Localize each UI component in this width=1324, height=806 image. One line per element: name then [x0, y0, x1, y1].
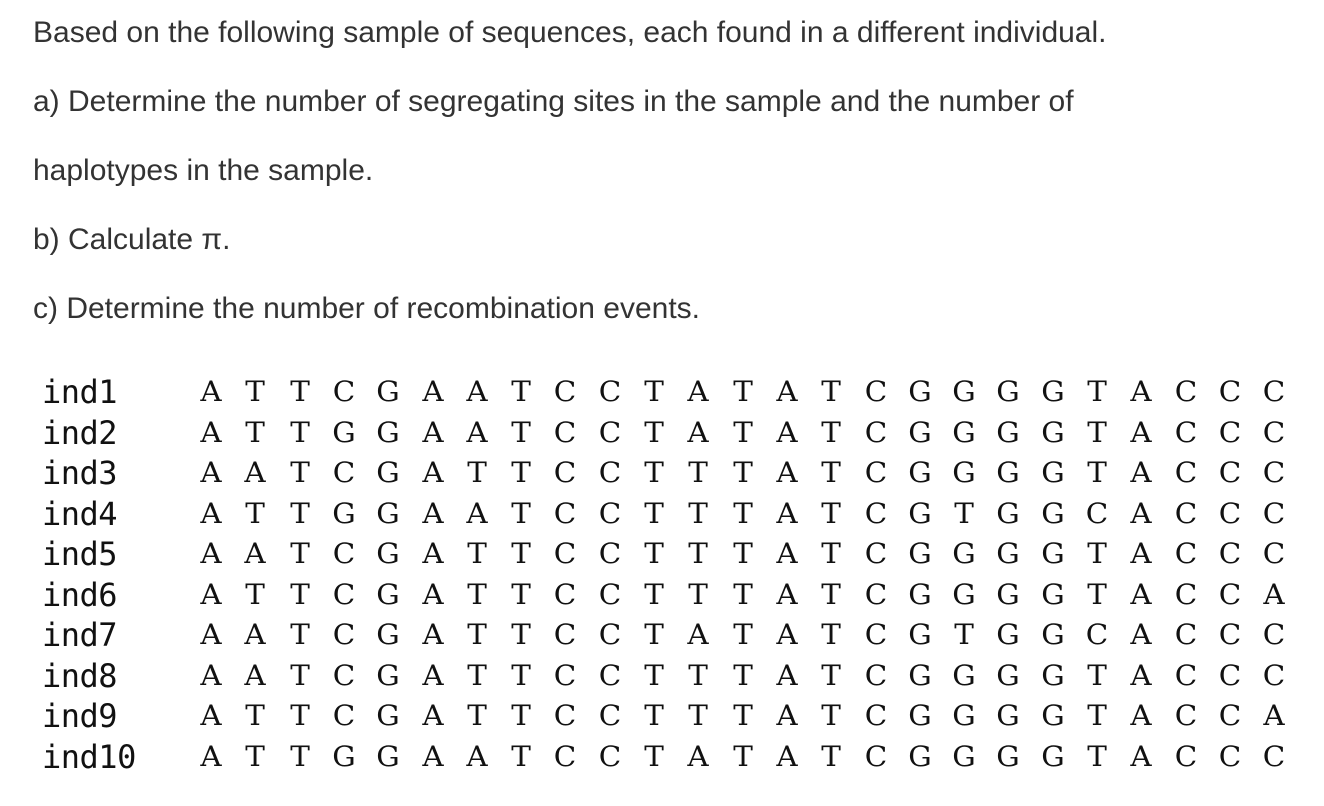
- nucleotide: A: [1130, 577, 1152, 611]
- nucleotide: C: [554, 375, 577, 408]
- nucleotide: G: [996, 496, 1021, 530]
- nucleotide: A: [776, 577, 798, 611]
- nucleotide: T: [289, 415, 310, 449]
- nucleotide: A: [776, 658, 798, 692]
- nucleotide: C: [598, 739, 621, 773]
- nucleotide: G: [952, 537, 976, 570]
- nucleotide: C: [1218, 699, 1242, 732]
- nucleotide: G: [996, 537, 1021, 570]
- nucleotide: G: [908, 456, 932, 489]
- nucleotide: C: [1218, 375, 1242, 408]
- nucleotide: C: [554, 699, 577, 732]
- nucleotide: A: [776, 699, 798, 732]
- nucleotide: T: [1087, 415, 1107, 449]
- nucleotide: C: [864, 537, 887, 570]
- nucleotide: G: [1040, 577, 1065, 611]
- nucleotide: C: [864, 699, 887, 732]
- nucleotide: T: [289, 577, 310, 611]
- nucleotide: A: [1130, 456, 1152, 489]
- nucleotide: A: [776, 496, 798, 530]
- nucleotide: A: [421, 618, 444, 651]
- individual-label: ind7: [42, 616, 118, 654]
- nucleotide: T: [245, 375, 266, 408]
- part-a-line-2: haplotypes in the sample.: [33, 154, 374, 187]
- nucleotide: G: [952, 739, 976, 773]
- nucleotide: C: [864, 739, 887, 773]
- nucleotide: A: [1263, 699, 1285, 732]
- nucleotide: T: [289, 658, 310, 692]
- nucleotide: T: [511, 537, 531, 570]
- nucleotide: C: [332, 618, 356, 651]
- nucleotide: T: [732, 415, 753, 449]
- nucleotide: G: [996, 415, 1021, 449]
- nucleotide: G: [1040, 699, 1065, 732]
- nucleotide: T: [511, 456, 531, 489]
- nucleotide: G: [332, 415, 356, 449]
- nucleotide: C: [332, 577, 356, 611]
- nucleotide: C: [554, 537, 577, 570]
- nucleotide: A: [466, 415, 488, 449]
- nucleotide: C: [1218, 537, 1242, 570]
- nucleotide: T: [289, 375, 310, 408]
- nucleotide: C: [1262, 739, 1286, 773]
- nucleotide: T: [821, 375, 841, 408]
- nucleotide: T: [644, 577, 664, 611]
- nucleotide: T: [644, 658, 664, 692]
- nucleotide: T: [688, 496, 709, 530]
- nucleotide: A: [776, 739, 798, 773]
- nucleotide: T: [289, 456, 310, 489]
- nucleotide: C: [1218, 456, 1242, 489]
- nucleotide: G: [1040, 739, 1065, 773]
- nucleotide: C: [1174, 739, 1197, 773]
- nucleotide: G: [376, 699, 400, 732]
- nucleotide: C: [1174, 577, 1197, 611]
- nucleotide: C: [332, 375, 356, 408]
- nucleotide: C: [864, 496, 887, 530]
- nucleotide: C: [598, 618, 621, 651]
- nucleotide: A: [421, 456, 444, 489]
- nucleotide: T: [466, 618, 487, 651]
- nucleotide: T: [732, 699, 753, 732]
- nucleotide: T: [732, 577, 753, 611]
- nucleotide: G: [908, 537, 932, 570]
- nucleotide: C: [554, 415, 577, 449]
- nucleotide: G: [996, 577, 1021, 611]
- nucleotide: T: [644, 375, 664, 408]
- part-b: b) Calculate π.: [33, 223, 231, 256]
- nucleotide: A: [1130, 496, 1152, 530]
- nucleotide: C: [554, 658, 577, 692]
- nucleotide: A: [1130, 618, 1152, 651]
- nucleotide: T: [1087, 537, 1107, 570]
- nucleotide: T: [466, 699, 487, 732]
- nucleotide: A: [1130, 537, 1152, 570]
- nucleotide: T: [1087, 375, 1107, 408]
- individual-label: ind3: [42, 454, 118, 492]
- nucleotide: T: [954, 618, 974, 651]
- nucleotide: T: [644, 496, 664, 530]
- nucleotide: G: [332, 496, 356, 530]
- nucleotide: C: [598, 415, 621, 449]
- nucleotide: G: [996, 618, 1021, 651]
- nucleotide: A: [466, 496, 488, 530]
- nucleotide: T: [644, 456, 664, 489]
- individual-label: ind10: [42, 737, 136, 776]
- nucleotide: G: [376, 537, 400, 570]
- nucleotide: T: [511, 375, 531, 408]
- nucleotide: T: [511, 699, 531, 732]
- nucleotide: T: [954, 496, 974, 530]
- nucleotide: T: [732, 456, 753, 489]
- nucleotide: C: [1174, 658, 1197, 692]
- nucleotide: T: [245, 496, 266, 530]
- nucleotide: G: [376, 577, 400, 611]
- nucleotide: A: [200, 375, 222, 408]
- nucleotide: A: [687, 415, 709, 449]
- nucleotide: A: [200, 415, 222, 449]
- nucleotide: G: [1040, 415, 1065, 449]
- nucleotide: T: [644, 739, 664, 773]
- nucleotide: A: [421, 537, 444, 570]
- nucleotide: T: [644, 618, 664, 651]
- nucleotide: C: [1174, 699, 1197, 732]
- nucleotide: C: [598, 699, 621, 732]
- nucleotide: A: [1130, 658, 1152, 692]
- nucleotide: T: [245, 415, 266, 449]
- individual-label: ind4: [42, 494, 118, 533]
- nucleotide: T: [466, 537, 487, 570]
- nucleotide: A: [687, 375, 709, 408]
- nucleotide: T: [732, 496, 753, 530]
- nucleotide: C: [1218, 415, 1242, 449]
- nucleotide: T: [644, 537, 664, 570]
- nucleotide: C: [1174, 618, 1197, 651]
- nucleotide: T: [821, 577, 841, 611]
- nucleotide: A: [687, 618, 709, 651]
- nucleotide: G: [1040, 537, 1065, 570]
- nucleotide: G: [952, 415, 976, 449]
- nucleotide: C: [864, 658, 887, 692]
- nucleotide: T: [511, 577, 531, 611]
- question-intro: Based on the following sample of sequences, each found in a different individual.: [33, 16, 1107, 49]
- individual-label: ind6: [42, 575, 118, 614]
- nucleotide: C: [1218, 618, 1242, 651]
- nucleotide: T: [1087, 577, 1107, 611]
- nucleotide: A: [776, 456, 798, 489]
- nucleotide: A: [200, 577, 222, 611]
- nucleotide: A: [200, 739, 222, 773]
- nucleotide: C: [554, 456, 577, 489]
- nucleotide: T: [511, 658, 531, 692]
- nucleotide: C: [554, 496, 577, 530]
- nucleotide: C: [1174, 537, 1197, 570]
- nucleotide: A: [421, 496, 444, 530]
- nucleotide: C: [554, 577, 577, 611]
- nucleotide: A: [421, 739, 444, 773]
- nucleotide: G: [908, 375, 932, 408]
- nucleotide: C: [1262, 415, 1286, 449]
- nucleotide: G: [908, 739, 932, 773]
- nucleotide: C: [1085, 618, 1109, 651]
- nucleotide: G: [952, 577, 976, 611]
- individual-label: ind5: [42, 535, 118, 573]
- nucleotide: C: [1262, 658, 1286, 692]
- nucleotide: A: [776, 415, 798, 449]
- nucleotide: A: [244, 618, 266, 651]
- nucleotide: G: [996, 456, 1021, 489]
- nucleotide: C: [1085, 496, 1109, 530]
- nucleotide: T: [688, 537, 709, 570]
- nucleotide: T: [1087, 699, 1107, 732]
- nucleotide: T: [688, 577, 709, 611]
- nucleotide: T: [821, 739, 841, 773]
- nucleotide: T: [821, 537, 841, 570]
- nucleotide: T: [821, 618, 841, 651]
- nucleotide: A: [466, 739, 488, 773]
- nucleotide: T: [466, 456, 487, 489]
- nucleotide: C: [864, 375, 887, 408]
- individual-label: ind2: [42, 413, 118, 452]
- nucleotide: A: [466, 375, 488, 408]
- nucleotide: G: [1040, 496, 1065, 530]
- nucleotide: G: [376, 456, 400, 489]
- nucleotide: C: [1262, 618, 1286, 651]
- nucleotide: A: [1263, 577, 1285, 611]
- nucleotide: T: [732, 375, 753, 408]
- nucleotide: C: [1262, 537, 1286, 570]
- part-a-line-1: a) Determine the number of segregating sites in the sample and the number of: [33, 85, 1074, 118]
- individual-label: ind1: [42, 373, 118, 411]
- nucleotide: G: [376, 739, 400, 773]
- nucleotide: T: [289, 618, 310, 651]
- nucleotide: C: [1218, 658, 1242, 692]
- nucleotide: T: [245, 577, 266, 611]
- nucleotide: C: [598, 496, 621, 530]
- nucleotide: G: [908, 618, 932, 651]
- nucleotide: C: [332, 658, 356, 692]
- nucleotide: G: [332, 739, 356, 773]
- nucleotide: G: [908, 577, 932, 611]
- nucleotide: C: [864, 577, 887, 611]
- nucleotide: C: [1174, 375, 1197, 408]
- nucleotide: T: [644, 699, 664, 732]
- nucleotide: A: [200, 658, 222, 692]
- nucleotide: T: [245, 699, 266, 732]
- nucleotide: G: [952, 658, 976, 692]
- nucleotide: G: [908, 496, 932, 530]
- nucleotide: G: [908, 699, 932, 732]
- nucleotide: T: [466, 658, 487, 692]
- nucleotide: G: [908, 658, 932, 692]
- nucleotide: C: [864, 618, 887, 651]
- nucleotide: T: [821, 496, 841, 530]
- nucleotide: T: [289, 496, 310, 530]
- nucleotide: G: [908, 415, 932, 449]
- nucleotide: A: [244, 456, 266, 489]
- individual-label: ind8: [42, 656, 118, 695]
- nucleotide: C: [1218, 496, 1242, 530]
- part-c: c) Determine the number of recombination events.: [33, 292, 700, 325]
- nucleotide: G: [952, 456, 976, 489]
- nucleotide: C: [864, 456, 887, 489]
- nucleotide: T: [466, 577, 487, 611]
- nucleotide: T: [821, 699, 841, 732]
- nucleotide: G: [1040, 375, 1065, 408]
- nucleotide: T: [732, 658, 753, 692]
- nucleotide: T: [511, 618, 531, 651]
- nucleotide: A: [200, 537, 222, 570]
- nucleotide: C: [864, 415, 887, 449]
- nucleotide: A: [1130, 375, 1152, 408]
- nucleotide: C: [1174, 456, 1197, 489]
- nucleotide: C: [598, 375, 621, 408]
- nucleotide: C: [1218, 739, 1242, 773]
- nucleotide: T: [511, 496, 531, 530]
- nucleotide: T: [732, 537, 753, 570]
- nucleotide: T: [732, 618, 753, 651]
- nucleotide: A: [421, 375, 444, 408]
- nucleotide: T: [821, 456, 841, 489]
- nucleotide: C: [332, 456, 356, 489]
- nucleotide: G: [952, 375, 976, 408]
- nucleotide: C: [332, 537, 356, 570]
- nucleotide: C: [598, 658, 621, 692]
- nucleotide: G: [996, 699, 1021, 732]
- nucleotide: C: [598, 537, 621, 570]
- nucleotide: A: [200, 699, 222, 732]
- nucleotide: T: [1087, 739, 1107, 773]
- nucleotide: G: [376, 618, 400, 651]
- individual-label: ind9: [42, 697, 118, 735]
- nucleotide: C: [332, 699, 356, 732]
- nucleotide: G: [996, 375, 1021, 408]
- nucleotide: G: [376, 496, 400, 530]
- nucleotide: C: [1218, 577, 1242, 611]
- nucleotide: T: [821, 415, 841, 449]
- nucleotide: A: [687, 739, 709, 773]
- nucleotide: G: [376, 375, 400, 408]
- nucleotide: A: [1130, 699, 1152, 732]
- nucleotide: T: [732, 739, 753, 773]
- nucleotide: A: [1130, 415, 1152, 449]
- nucleotide: C: [554, 618, 577, 651]
- nucleotide: A: [421, 415, 444, 449]
- nucleotide: A: [776, 537, 798, 570]
- nucleotide: C: [1174, 496, 1197, 530]
- nucleotide: G: [1040, 658, 1065, 692]
- nucleotide: A: [200, 456, 222, 489]
- nucleotide: C: [598, 577, 621, 611]
- nucleotide: G: [952, 699, 976, 732]
- nucleotide: T: [1087, 658, 1107, 692]
- nucleotide: A: [776, 375, 798, 408]
- nucleotide: G: [1040, 618, 1065, 651]
- nucleotide: C: [554, 739, 577, 773]
- nucleotide: A: [200, 618, 222, 651]
- nucleotide: T: [289, 699, 310, 732]
- nucleotide: A: [200, 496, 222, 530]
- nucleotide: G: [996, 739, 1021, 773]
- nucleotide: A: [244, 537, 266, 570]
- nucleotide: A: [244, 658, 266, 692]
- nucleotide: T: [688, 456, 709, 489]
- nucleotide: C: [1174, 415, 1197, 449]
- nucleotide: T: [644, 415, 664, 449]
- nucleotide: A: [421, 699, 444, 732]
- nucleotide: A: [421, 577, 444, 611]
- nucleotide: T: [688, 699, 709, 732]
- nucleotide: G: [376, 415, 400, 449]
- nucleotide: G: [376, 658, 400, 692]
- nucleotide: T: [511, 739, 531, 773]
- nucleotide: C: [1262, 375, 1286, 408]
- nucleotide: T: [1087, 456, 1107, 489]
- nucleotide: T: [289, 537, 310, 570]
- nucleotide: A: [421, 658, 444, 692]
- nucleotide: C: [598, 456, 621, 489]
- nucleotide: A: [1130, 739, 1152, 773]
- nucleotide: C: [1262, 456, 1286, 489]
- nucleotide: T: [245, 739, 266, 773]
- nucleotide: T: [821, 658, 841, 692]
- nucleotide: C: [1262, 496, 1286, 530]
- nucleotide: T: [289, 739, 310, 773]
- nucleotide: T: [511, 415, 531, 449]
- nucleotide: G: [1040, 456, 1065, 489]
- nucleotide: G: [996, 658, 1021, 692]
- nucleotide: T: [688, 658, 709, 692]
- nucleotide: A: [776, 618, 798, 651]
